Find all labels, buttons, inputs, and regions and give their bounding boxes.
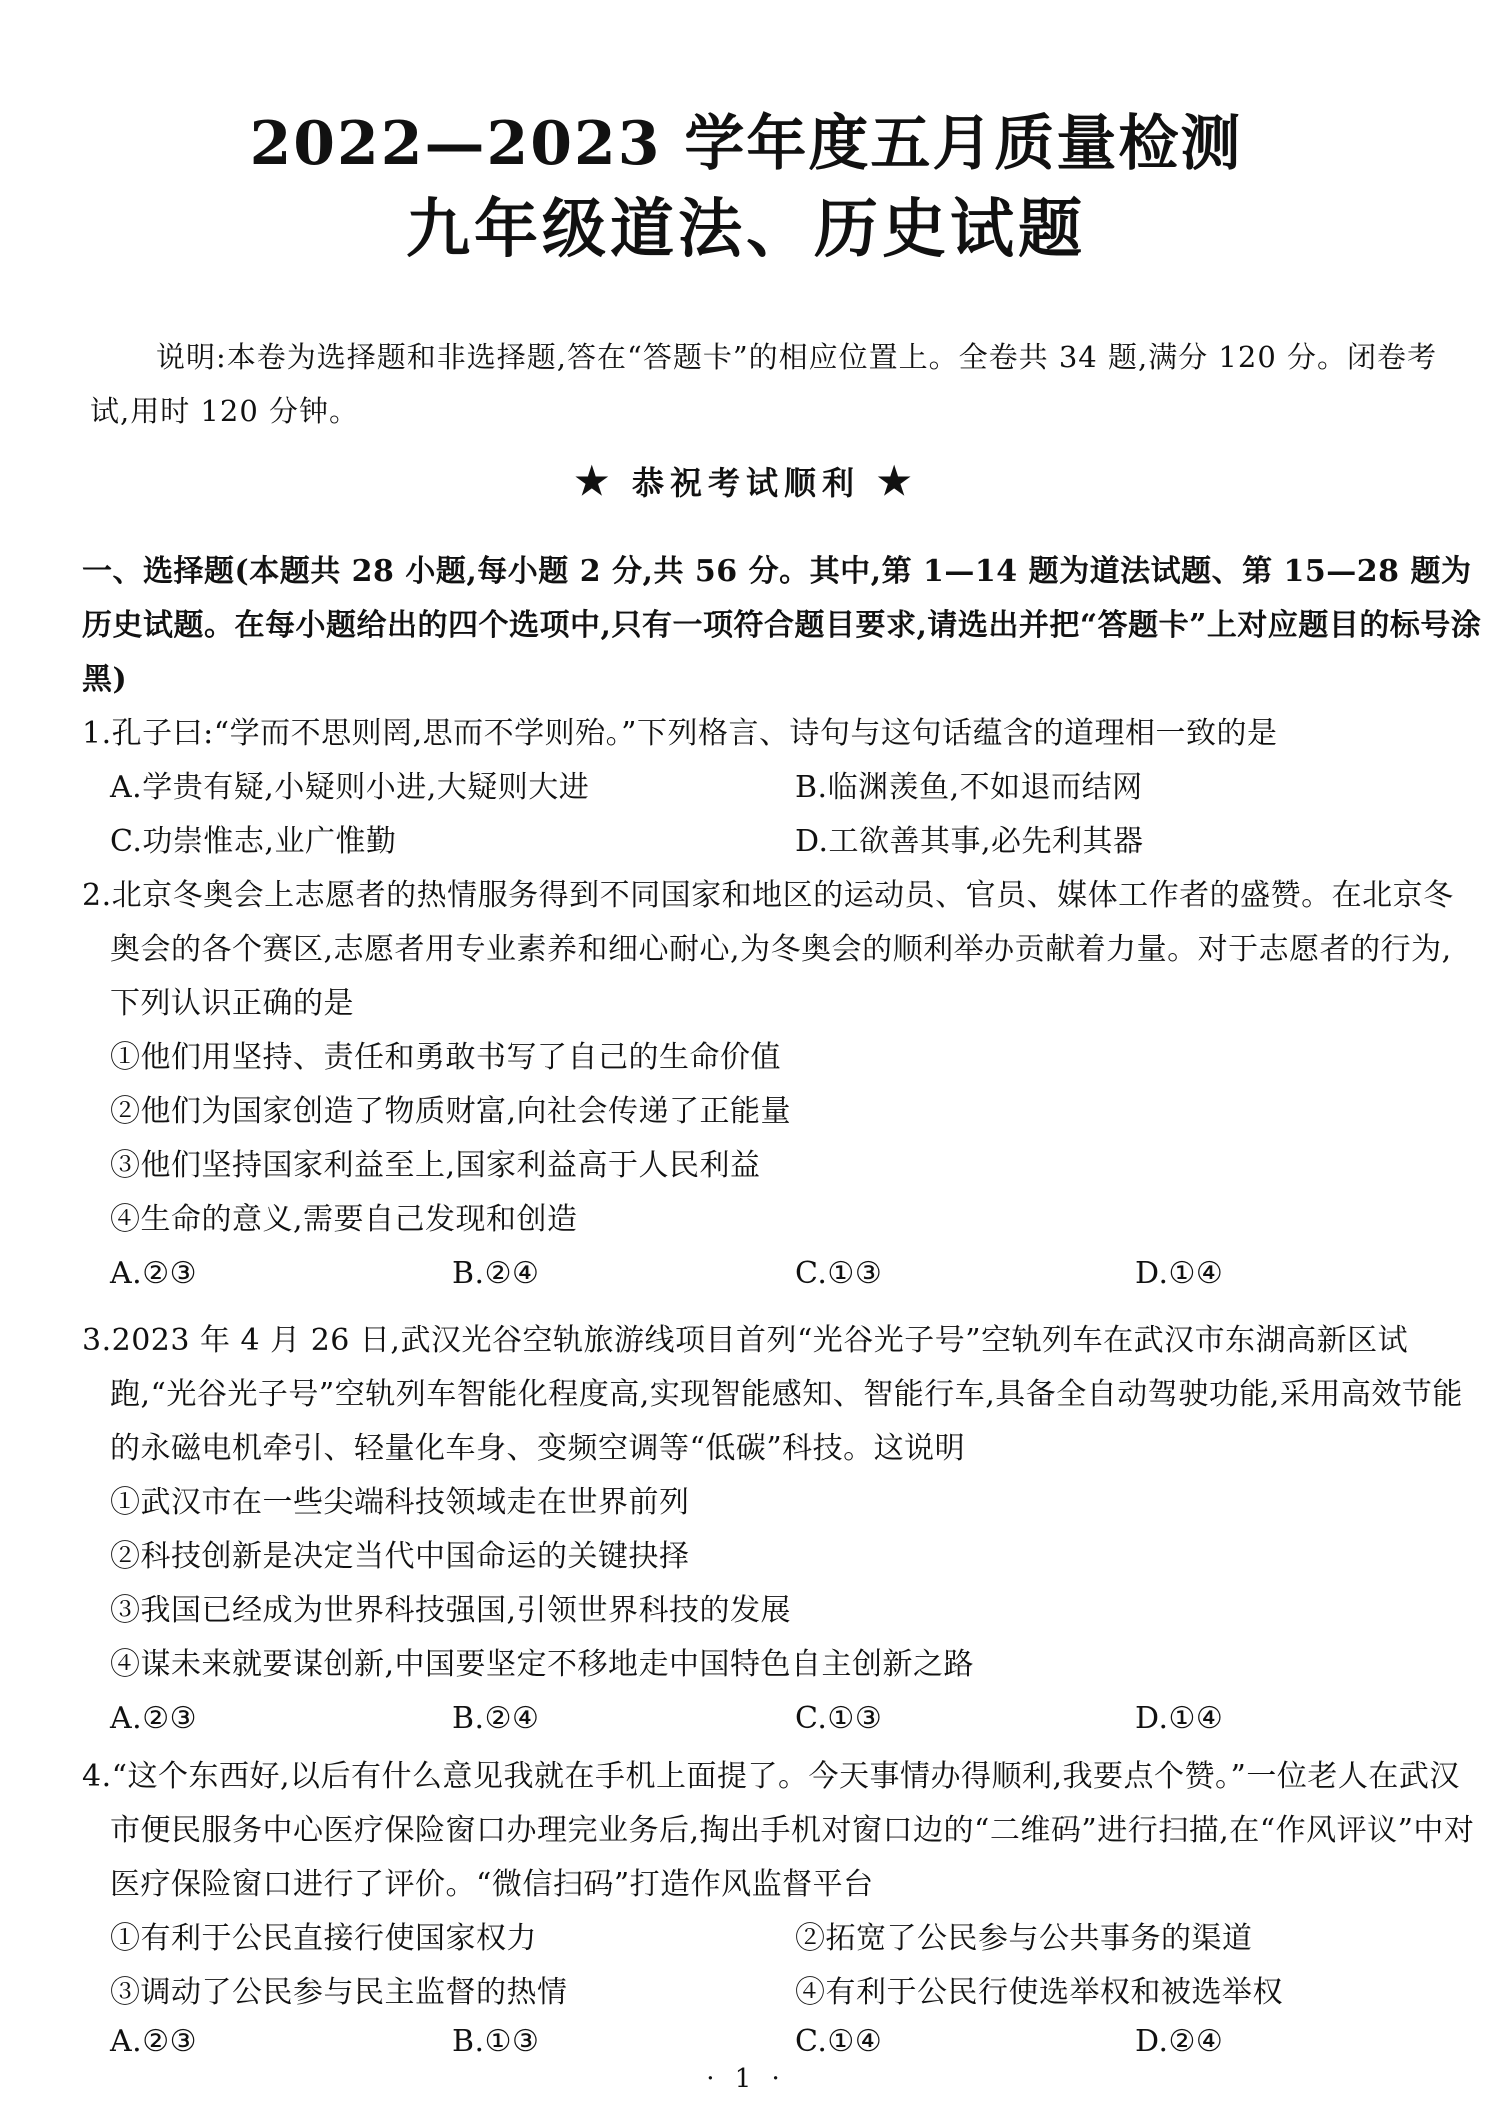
q2-option-d: D.①④: [1135, 1256, 1224, 1291]
page-number: · 1 ·: [706, 2064, 786, 2094]
question-2-stem: [82, 869, 1482, 1031]
q3-item-1: ①武汉市在一些尖端科技领域走在世界前列: [110, 1485, 690, 1520]
q2-item-2: ②他们为国家创造了物质财富,向社会传递了正能量: [110, 1094, 792, 1129]
q2-option-a: A.②③: [110, 1256, 197, 1291]
q4-option-d: D.②④: [1135, 2024, 1224, 2059]
q1-option-c: C.功崇惟志,业广惟勤: [110, 824, 397, 859]
motto: [0, 458, 1492, 504]
q2-option-b: B.②④: [452, 1256, 540, 1291]
star-icon: ★: [574, 458, 615, 503]
q3-item-4: ④谋未来就要谋创新,中国要坚定不移地走中国特色自主创新之路: [110, 1647, 975, 1682]
q3-item-3: ③我国已经成为世界科技强国,引领世界科技的发展: [110, 1593, 792, 1628]
q4-item-4: ④有利于公民行使选举权和被选举权: [795, 1975, 1283, 2010]
q4-item-3: ③调动了公民参与民主监督的热情: [110, 1975, 568, 2010]
q3-option-d: D.①④: [1135, 1701, 1224, 1736]
q3-item-2: ②科技创新是决定当代中国命运的关键抉择: [110, 1539, 690, 1574]
motto-text: 恭祝考试顺利: [631, 464, 860, 502]
section-heading: 一、选择题(本题共 28 小题,每小题 2 分,共 56 分。其中,第 1—14 题为道法试题、第 15—28 题为历史试题。在每小题给出的四个选项中,只有一项符合题目要求,请选出并把“答题卡”上对应题目的标号涂黑): [82, 554, 1482, 697]
exam-subtitle: 九年级道法、历史试题: [406, 192, 1086, 267]
q4-item-1: ①有利于公民直接行使国家权力: [110, 1921, 537, 1956]
q1-option-b: B.临渊羡鱼,不如退而结网: [795, 770, 1143, 805]
question-1-stem: 1.孔子曰:“学而不思则罔,思而不学则殆。”下列格言、诗句与这句话蕴含的道理相一致的是: [82, 716, 1278, 751]
q3-option-a: A.②③: [110, 1701, 197, 1736]
q1-option-a: A.学贵有疑,小疑则小进,大疑则大进: [110, 770, 590, 805]
q4-stem-text: 4.“这个东西好,以后有什么意见我就在手机上面提了。今天事情办得顺利,我要点个赞。”一位老人在武汉市便民服务中心医疗保险窗口办理完业务后,掏出手机对窗口边的“二维码”进行扫描,在“作风评议”中对医疗保险窗口进行了评价。“微信扫码”打造作风监督平台: [82, 1759, 1475, 1902]
q1-option-d: D.工欲善其事,必先利其器: [795, 824, 1144, 859]
q2-stem-text: 2.北京冬奥会上志愿者的热情服务得到不同国家和地区的运动员、官员、媒体工作者的盛赞。在北京冬奥会的各个赛区,志愿者用专业素养和细心耐心,为冬奥会的顺利举办贡献着力量。对于志愿者的行为,下列认识正确的是: [82, 878, 1454, 1021]
q4-option-c: C.①④: [795, 2024, 883, 2059]
q3-option-b: B.②④: [452, 1701, 540, 1736]
exam-title: 2022—2023 学年度五月质量检测: [249, 109, 1243, 179]
instructions-note: 说明:本卷为选择题和非选择题,答在“答题卡”的相应位置上。全卷共 34 题,满分 120 分。闭卷考试,用时 120 分钟。: [90, 340, 1437, 428]
q2-item-1: ①他们用坚持、责任和勇敢书写了自己的生命价值: [110, 1040, 781, 1075]
q4-option-a: A.②③: [110, 2024, 197, 2059]
q3-option-c: C.①③: [795, 1701, 883, 1736]
question-4-stem: [82, 1750, 1482, 1912]
star-icon: ★: [877, 458, 918, 503]
q4-item-2: ②拓宽了公民参与公共事务的渠道: [795, 1921, 1253, 1956]
q3-stem-text: 3.2023 年 4 月 26 日,武汉光谷空轨旅游线项目首列“光谷光子号”空轨列车在武汉市东湖高新区试跑,“光谷光子号”空轨列车智能化程度高,实现智能感知、智能行车,具备全自动驾驶功能,采用高效节能的永磁电机牵引、轻量化车身、变频空调等“低碳”科技。这说明: [82, 1323, 1463, 1466]
q2-item-4: ④生命的意义,需要自己发现和创造: [110, 1202, 578, 1237]
q4-option-b: B.①③: [452, 2024, 540, 2059]
q2-option-c: C.①③: [795, 1256, 883, 1291]
question-3-stem: [82, 1314, 1482, 1476]
q2-item-3: ③他们坚持国家利益至上,国家利益高于人民利益: [110, 1148, 761, 1183]
